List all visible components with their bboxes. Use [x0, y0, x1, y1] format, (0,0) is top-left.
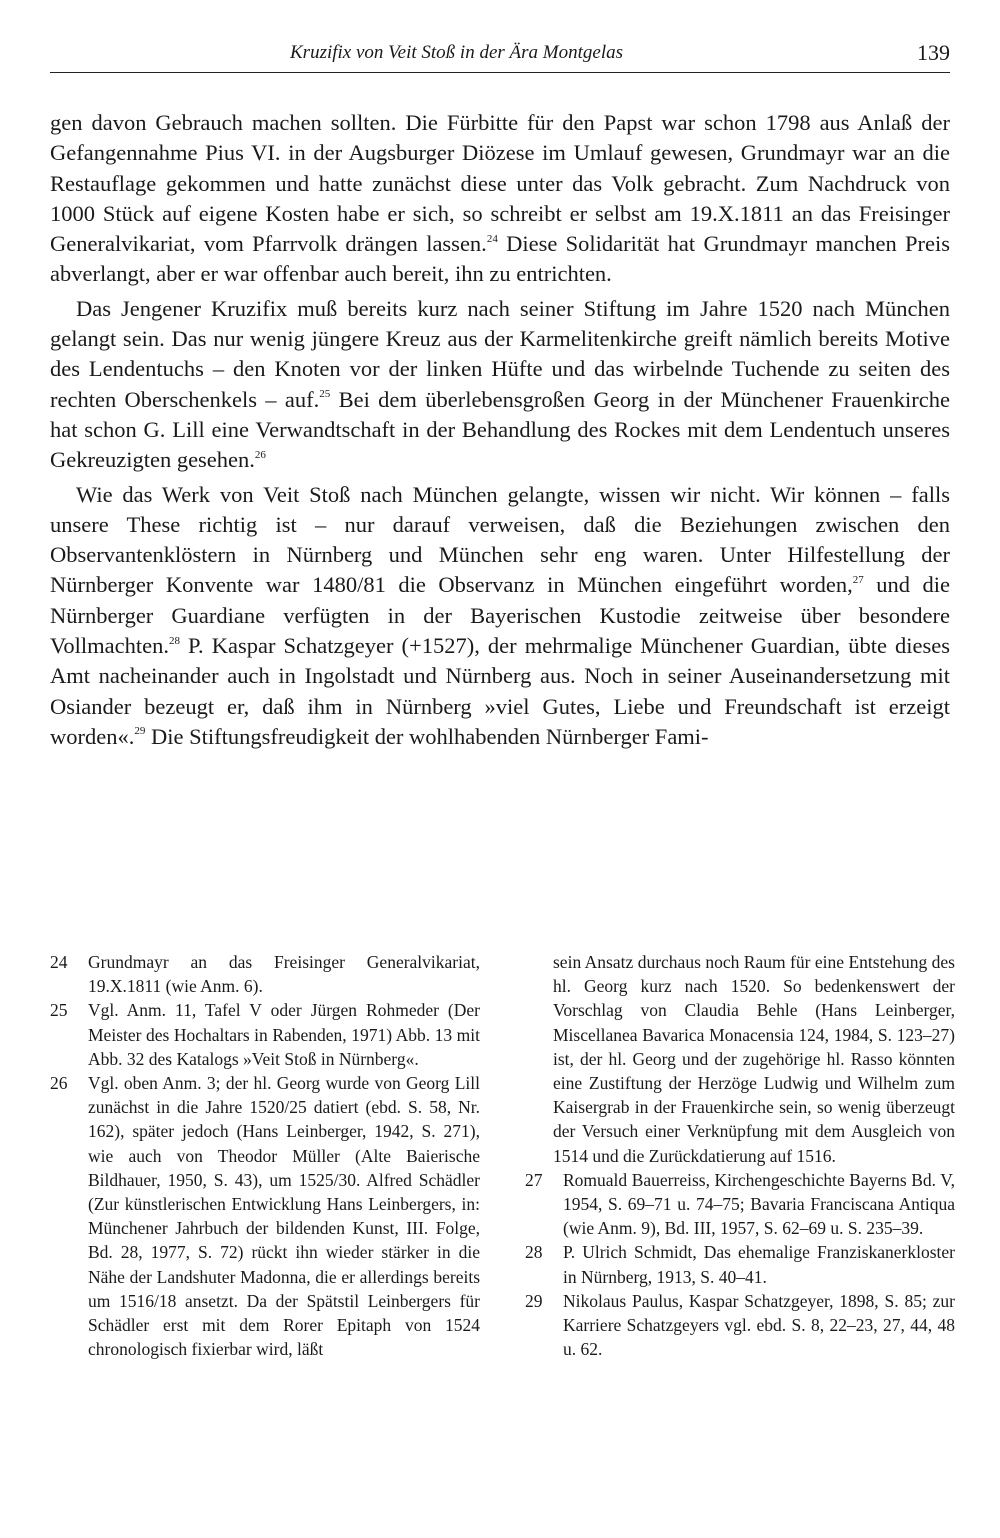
- paragraph-3: [50, 480, 950, 753]
- paragraph-1: [50, 108, 950, 290]
- footnote-text: Nikolaus Paulus, Kaspar Schatzgeyer, 1898, S. 85; zur Karriere Schatzgeyers vgl. ebd. S. 8, 22–23, 27, 44, 48 u. 62.: [563, 1290, 955, 1360]
- footnote-ref-27: 27: [852, 573, 864, 586]
- footnote-text: Romuald Bauerreiss, Kirchengeschichte Bayerns Bd. V, 1954, S. 69–71 u. 74–75; Bavaria Franciscana Antiqua (wie Anm. 9), Bd. III, 1957, S. 62–69 u. S. 235–39.: [563, 1169, 955, 1239]
- text-run: und die Nürnberger Guardiane verfügten in der Bayerischen Kustodie zeitweise über besondere Vollmachten.: [50, 572, 950, 659]
- page-number: 139: [917, 40, 950, 65]
- paragraph-2: [50, 294, 950, 476]
- footnote-ref-29: 29: [134, 725, 146, 738]
- footnote-28: [525, 1240, 955, 1288]
- text-run: Die Stiftungsfreudigkeit der wohlhabenden Nürnberger Fami-: [145, 723, 709, 749]
- footnote-ref-28: 28: [168, 634, 180, 647]
- text-run: gen davon Gebrauch machen sollten. Die Fürbitte für den Papst war schon 1798 aus Anlaß der Gefangennahme Pius VI. in der Augsburger Diözese im Umlauf gewesen, Grundmayr war an die Restauflage gekommen und hatte zunächst diese unter das Volk gebracht. Zum Nachdruck von 1000 Stück auf eigene Kosten habe er sich, so schreibt er selbst am 19.X.1811 an das Freisinger Generalvikariat, vom Pfarrvolk drängen lassen.: [50, 110, 950, 257]
- footnote-number: 25: [50, 1000, 68, 1021]
- footnote-text: Vgl. Anm. 11, Tafel V oder Jürgen Rohmeder (Der Meister des Hochaltars in Rabenden, 1971) Abb. 13 mit Abb. 32 des Katalogs »Veit Stoß in Nürnberg«.: [88, 1000, 480, 1069]
- footnote-number: 28: [525, 1242, 543, 1263]
- footnote-number: 29: [525, 1290, 543, 1311]
- main-text: [50, 108, 950, 756]
- footnotes-right-column: [525, 950, 955, 1361]
- footnote-29: [525, 1289, 955, 1362]
- text-run: Diese Solidarität hat Grundmayr manchen Preis abverlangt, aber er war offenbar auch bereit, ihn zu entrichten.: [50, 231, 950, 287]
- footnote-number: 26: [50, 1073, 68, 1094]
- text-run: Bei dem überlebensgroßen Georg in der Münchener Frauenkirche hat schon G. Lill eine Verwandtschaft in der Behandlung des Rockes mit dem Lendentuch unseres Gekreuzigten gesehen.: [50, 386, 950, 473]
- running-header: [50, 38, 950, 73]
- footnote-number: 27: [525, 1169, 543, 1190]
- footnote-text: Grundmayr an das Freisinger Generalvikariat, 19.X.1811 (wie Anm. 6).: [88, 952, 480, 997]
- footnote-ref-25: 25: [319, 388, 331, 401]
- footnotes-left-column: [50, 950, 480, 1361]
- footnote-25: [50, 998, 480, 1071]
- footnote-ref-26: 26: [254, 448, 266, 461]
- footnote-27: [525, 1168, 955, 1241]
- footnote-26-continued: sein Ansatz durchaus noch Raum für eine Entstehung des hl. Georg kurz nach 1520. So bedenkenswert der Vorschlag von Claudia Behle (Hans Leinberger, Miscellanea Bavarica Monacensia 124, 1984, S. 123–27) ist, der hl. Georg und der zugehörige hl. Rasso könnten eine Zustiftung der Herzöge Ludwig und Wilhelm zum Kaisergrab in der Frauenkirche sein, so wenig überzeugt der Versuch einer Verknüpfung mit dem Ausgleich von 1514 und die Zurückdatierung auf 1516.: [553, 952, 955, 1166]
- footnote-number: 24: [50, 952, 68, 972]
- footnote-text: P. Ulrich Schmidt, Das ehemalige Franziskanerkloster in Nürnberg, 1913, S. 40–41.: [563, 1242, 955, 1287]
- text-run: Das Jengener Kruzifix muß bereits kurz nach seiner Stiftung im Jahre 1520 nach München gelangt sein. Das nur wenig jüngere Kreuz aus der Karmelitenkirche greift nämlich bereits Motive des Lendentuchs – den Knoten vor der linken Hüfte und das wirbelnde Tuchende zu seiten des rechten Oberschenkels – auf.: [50, 295, 950, 412]
- text-run: Wie das Werk von Veit Stoß nach München gelangte, wissen wir nicht. Wir können – falls unsere These richtig ist – nur darauf verweisen, daß die Beziehungen zwischen den Observantenklöstern in Nürnberg und München sehr eng waren. Unter Hilfestellung der Nürnberger Konvente war 1480/81 die Observanz in München eingeführt worden,: [50, 481, 950, 598]
- footnote-ref-24: 24: [486, 232, 498, 245]
- running-title: Kruzifix von Veit Stoß in der Ära Montgelas: [290, 42, 624, 63]
- text-run: P. Kaspar Schatzgeyer (+1527), der mehrmalige Münchener Guardian, übte dieses Amt nacheinander auch in Ingolstadt und Nürnberg aus. Noch in seiner Auseinandersetzung mit Osiander bezeugt er, daß ihm in Nürnberg »viel Gutes, Liebe und Freundschaft ist erzeigt worden«.: [50, 633, 950, 749]
- footnote-26: [50, 1071, 480, 1361]
- footnote-text: Vgl. oben Anm. 3; der hl. Georg wurde von Georg Lill zunächst in die Jahre 1520/25 datiert (ebd. S. 58, Nr. 162), später jedoch (Hans Leinberger, 1942, S. 271), wie auch von Theodor Müller (Alte Baierische Bildhauer, 1950, S. 43), um 1525/30. Alfred Schädler (Zur künstlerischen Entwicklung Hans Leinbergers, in: Münchener Jahrbuch der bildenden Kunst, III. Folge, Bd. 28, 1977, S. 72) rückt ihn wieder stärker in die Nähe der Landshuter Madonna, die er allerdings bereits um 1516/18 ansetzt. Da der Spätstil Leinbergers für Schädler erst mit dem Rorer Epitaph von 1524 chronologisch fixierbar wird, läßt: [88, 1073, 480, 1360]
- footnote-24: [50, 950, 480, 998]
